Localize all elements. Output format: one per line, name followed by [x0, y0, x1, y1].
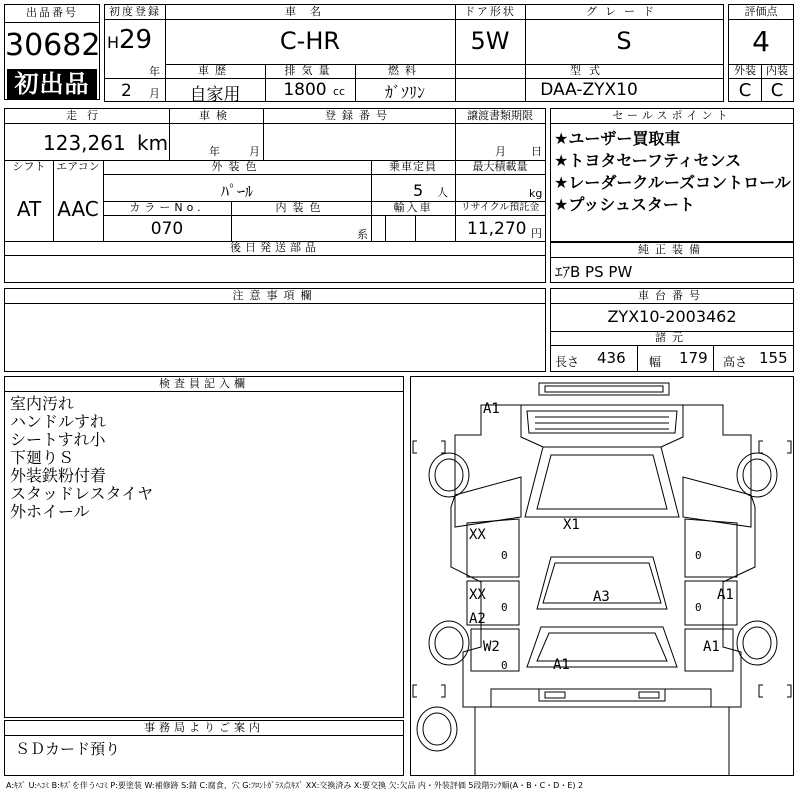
km-unit: km — [137, 131, 169, 155]
caution-label: 注意事項欄 — [232, 289, 318, 302]
damage-label: W2 — [483, 639, 500, 655]
panel-zero: 0 — [695, 549, 702, 562]
import-label: 輸入車 — [393, 201, 433, 214]
air-conditioner: AAC — [57, 197, 99, 221]
chassis-label: 車台番号 — [638, 289, 706, 302]
selling-point: ★レーダークルーズコントロール — [554, 173, 791, 192]
model-label: 型式 — [570, 64, 608, 77]
color-number: 070 — [150, 219, 184, 239]
int-label: 内装 — [766, 64, 788, 77]
damage-label: XX — [469, 527, 486, 543]
score-label: 評価点 — [744, 5, 778, 18]
grade: S — [616, 27, 632, 55]
int-grade: C — [770, 80, 784, 101]
series-unit: 系 — [357, 228, 368, 241]
chassis-box — [550, 288, 794, 372]
plate-label: 登録番号 — [325, 109, 393, 122]
capacity-unit: 人 — [437, 186, 448, 199]
width-label: 幅 — [649, 355, 662, 369]
office-note: ＳＤカード預り — [15, 740, 121, 758]
height-label: 高さ — [723, 355, 748, 369]
specs-label: 諸元 — [655, 331, 689, 344]
door-type: 5W — [470, 27, 510, 55]
inspector-note: シートすれ小 — [10, 430, 106, 449]
selling-point: ★プッシュスタート — [554, 195, 695, 214]
shift-label: シフト — [12, 160, 46, 173]
chassis-number: ZYX10-2003462 — [607, 307, 737, 326]
inspector-label: 検査員記入欄 — [159, 377, 249, 390]
height: 155 — [759, 349, 788, 367]
score: 4 — [752, 25, 770, 58]
transfer-month-unit: 月 — [495, 145, 506, 158]
selling-point: ★ユーザー買取車 — [554, 129, 681, 148]
inspector-note: ハンドルすれ — [10, 412, 107, 431]
recycle-label: リサイクル預託金 — [460, 202, 540, 213]
panel-zero: 0 — [501, 549, 508, 562]
grade-label: グレード — [586, 5, 662, 18]
inspection-label: 車検 — [199, 109, 233, 122]
color-no-label: カラーNo. — [129, 201, 205, 214]
damage-label: A1 — [717, 587, 734, 603]
kg-unit: kg — [529, 187, 543, 200]
load-label: 最大積載量 — [472, 160, 528, 173]
mileage-label: 走行 — [66, 109, 108, 122]
year-unit: 年 — [149, 65, 160, 78]
selling-points-label: セールスポイント — [612, 109, 732, 122]
car-name-label: 車名 — [285, 5, 335, 18]
inspector-note: 外装鉄粉付着 — [10, 466, 107, 485]
later-parts-label: 後日発送部品 — [230, 241, 320, 254]
caution-box — [4, 288, 546, 372]
lot-number-box — [4, 4, 100, 100]
damage-label: X1 — [563, 517, 580, 533]
displacement: 1800 — [283, 80, 327, 100]
first-reg-label: 初度登録 — [109, 5, 161, 18]
inspector-note: 外ホイール — [10, 502, 90, 521]
equipment-box — [550, 242, 794, 283]
transfer-day-unit: 日 — [531, 145, 542, 158]
length: 436 — [597, 349, 626, 367]
capacity-label: 乗車定員 — [389, 160, 437, 173]
ext-label: 外装 — [734, 64, 756, 77]
exterior-color: ﾊﾟｰﾙ — [220, 182, 253, 201]
recycle-fee: 11,270 — [467, 219, 527, 239]
panel-zero: 0 — [501, 601, 508, 614]
interior-color-label: 内装色 — [275, 201, 327, 214]
history: 自家用 — [189, 85, 241, 105]
fuel: ｶﾞｿﾘﾝ — [384, 83, 425, 102]
details-box — [4, 108, 546, 283]
car-diagram — [411, 377, 793, 775]
lot-number-label: 出品番号 — [26, 6, 78, 19]
office-label: 事務局よりご案内 — [144, 721, 264, 734]
first-sale-badge: 初出品 — [7, 69, 97, 99]
ext-grade: C — [738, 80, 752, 101]
era: H — [107, 33, 120, 52]
office-box — [4, 720, 404, 776]
inspect-year-unit: 年 — [209, 145, 220, 158]
inspect-month-unit: 月 — [249, 145, 260, 158]
inspector-note: スタッドレスタイヤ — [10, 484, 154, 503]
equipment: ｴｱB PS PW — [555, 263, 633, 281]
equipment-label: 純正装備 — [638, 243, 706, 256]
car-name: C-HR — [279, 27, 341, 55]
damage-label: A1 — [483, 401, 500, 417]
ac-label: エアコン — [56, 160, 100, 173]
transfer-label: 譲渡書類期限 — [467, 109, 533, 122]
cc-unit: cc — [333, 85, 346, 98]
door-label: ドア形状 — [464, 5, 516, 18]
yen-unit: 円 — [531, 227, 542, 240]
capacity: 5 — [413, 181, 424, 200]
inspector-note: 下廻りＳ — [10, 448, 75, 467]
model-code: DAA-ZYX10 — [540, 80, 638, 100]
car-diagram-box — [410, 376, 794, 776]
damage-label: A1 — [703, 639, 720, 655]
lot-number: 30682 — [5, 28, 101, 63]
reg-year: 29 — [119, 25, 153, 55]
score-box — [728, 4, 794, 102]
vehicle-info-box — [104, 4, 724, 105]
selling-point: ★トヨタセーフティセンス — [554, 151, 742, 170]
color-label: 外装色 — [211, 160, 263, 173]
damage-label: A3 — [593, 589, 610, 605]
length-label: 長さ — [555, 355, 580, 369]
month-unit: 月 — [149, 87, 160, 100]
displacement-label: 排気量 — [284, 64, 336, 77]
mileage: 123,261 — [43, 131, 126, 155]
legend: A:ｷｽﾞ U:ﾍｺﾐ B:ｷｽﾞを伴うﾍｺﾐ P:要塗装 W:補修跡 S:錆 C:腐食、穴 G:ﾌﾛﾝﾄｶﾞﾗｽ点ｷｽﾞ XX:交換済み X:要交換 欠:欠品 内・外装評価 5段階ﾗﾝｸ順(A・B・C・D・E) 2 — [6, 781, 584, 790]
damage-label: A2 — [469, 611, 486, 627]
history-label: 車歴 — [198, 64, 232, 77]
damage-label: A1 — [553, 657, 570, 673]
fuel-label: 燃料 — [388, 64, 422, 77]
inspector-note: 室内汚れ — [10, 394, 75, 413]
reg-month: 2 — [121, 81, 132, 101]
damage-label: XX — [469, 587, 486, 603]
panel-zero: 0 — [501, 659, 508, 672]
shift: AT — [16, 197, 42, 221]
panel-zero: 0 — [695, 601, 702, 614]
width: 179 — [679, 349, 708, 367]
